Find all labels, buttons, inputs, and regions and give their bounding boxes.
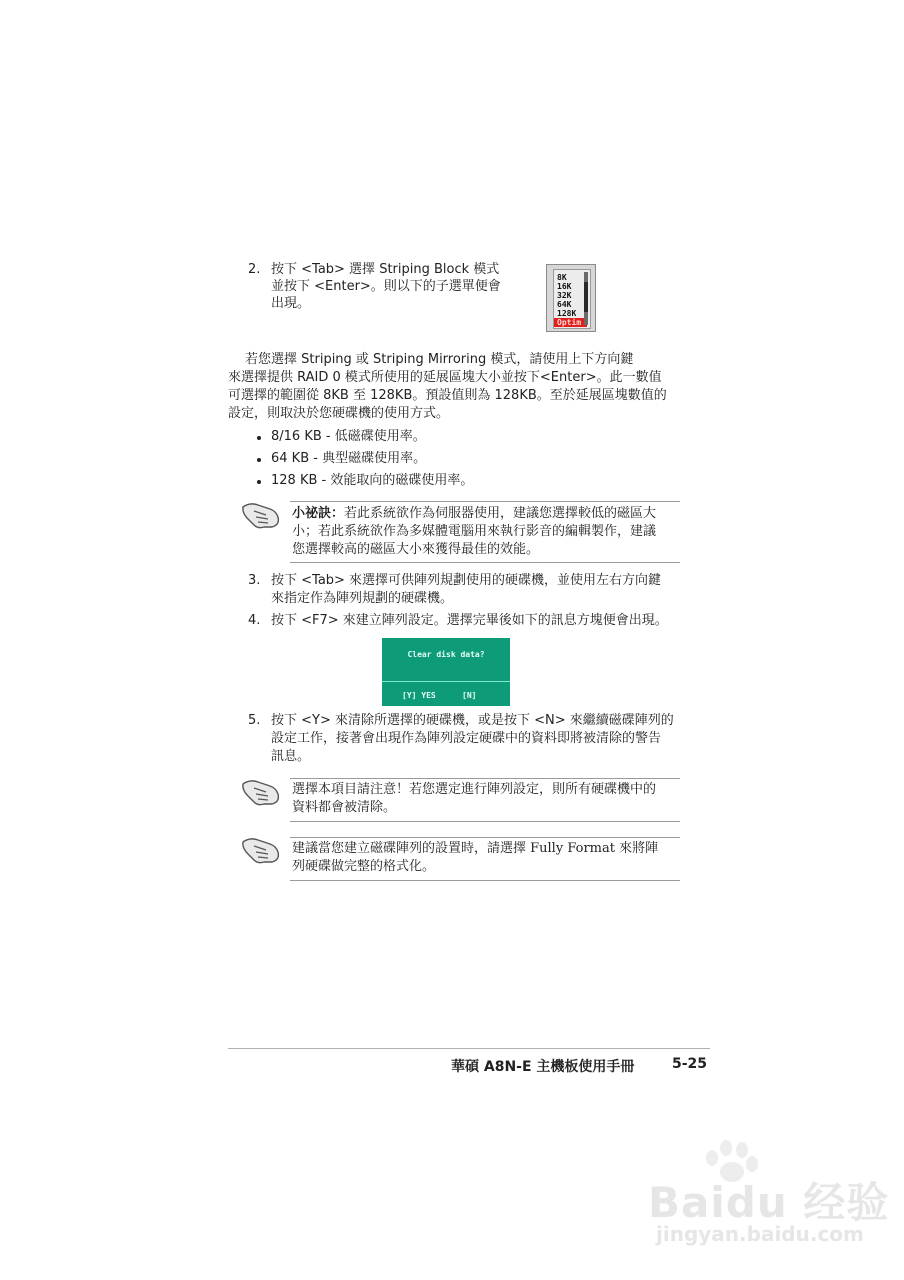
tip-line-1-text: 若此系統欲作為伺服器使用，建議您選擇較低的磁區大 bbox=[344, 506, 657, 521]
submenu-option-optimal-selected[interactable]: Optim bbox=[554, 318, 587, 327]
bullet-item-1: 8/16 KB - 低磁碟使用率。 bbox=[271, 429, 426, 444]
step-2-line-2: 並按下 <Enter>。則以下的子選單便會 bbox=[271, 279, 501, 294]
hand-pointing-icon bbox=[240, 834, 284, 868]
paragraph-line-1: 若您選擇 Striping 或 Striping Mirroring 模式，請使用上下方向鍵 bbox=[245, 352, 634, 367]
bullet-dot bbox=[257, 436, 261, 440]
step-5-line-1: 按下 <Y> 來清除所選擇的硬碟機，或是按下 <N> 來繼續磁碟陣列的 bbox=[271, 713, 674, 728]
submenu-scrollbar[interactable] bbox=[584, 272, 588, 325]
striping-block-submenu bbox=[546, 264, 596, 332]
note-1-bottom-rule bbox=[290, 821, 680, 822]
bullet-item-2: 64 KB - 典型磁碟使用率。 bbox=[271, 451, 427, 466]
hand-pointing-icon bbox=[240, 499, 284, 533]
footer-page-number: 5-25 bbox=[672, 1056, 708, 1072]
submenu-option-128k[interactable]: 128K bbox=[557, 309, 577, 318]
submenu-option-64k[interactable]: 64K bbox=[557, 300, 572, 309]
bullet-dot bbox=[257, 480, 261, 484]
bullet-item-3: 128 KB - 效能取向的磁碟使用率。 bbox=[271, 473, 474, 488]
dialog-question: Clear disk data? bbox=[407, 650, 485, 659]
tip-bottom-rule bbox=[290, 562, 680, 563]
bullet-dot bbox=[257, 458, 261, 462]
clear-disk-dialog bbox=[382, 638, 510, 706]
step-5-line-3: 訊息。 bbox=[271, 749, 311, 764]
paragraph-line-2: 來選擇提供 RAID 0 模式所使用的延展區塊大小並按下<Enter>。此一數值 bbox=[228, 370, 662, 385]
dialog-no-option[interactable]: [N] bbox=[462, 691, 477, 700]
footer-rule bbox=[228, 1048, 710, 1049]
step-2-line-1: 按下 <Tab> 選擇 Striping Block 模式 bbox=[271, 262, 500, 277]
dialog-separator bbox=[382, 681, 510, 682]
note-1-line-2: 資料都會被清除。 bbox=[292, 800, 397, 815]
watermark-logo: Baidu 经验 bbox=[648, 1178, 890, 1227]
paragraph-line-4: 設定，則取決於您硬碟機的使用方式。 bbox=[228, 406, 450, 421]
submenu-option-8k[interactable]: 8K bbox=[557, 273, 567, 282]
paragraph-line-3: 可選擇的範圍從 8KB 至 128KB。預設值則為 128KB。至於延展區塊數值的 bbox=[228, 388, 667, 403]
note-2-line-1: 建議當您建立磁碟陣列的設置時，請選擇 Fully Format 來將陣 bbox=[292, 841, 659, 856]
step-3-line-1: 按下 <Tab> 來選擇可供陣列規劃使用的硬碟機，並使用左右方向鍵 bbox=[271, 573, 662, 588]
footer-manual-title: 華碩 A8N-E 主機板使用手冊 bbox=[451, 1059, 635, 1075]
tip-line-2: 小；若此系統欲作為多媒體電腦用來執行影音的編輯製作，建議 bbox=[292, 524, 657, 539]
tip-label: 小祕訣： bbox=[292, 506, 345, 521]
submenu-option-32k[interactable]: 32K bbox=[557, 291, 572, 300]
step-5-number: 5. bbox=[248, 713, 261, 728]
step-3-number: 3. bbox=[248, 573, 261, 588]
step-5-line-2: 設定工作，接著會出現作為陣列設定硬碟中的資料即將被清除的警告 bbox=[271, 731, 662, 746]
step-4-line-1: 按下 <F7> 來建立陣列設定。選擇完畢後如下的訊息方塊便會出現。 bbox=[271, 613, 668, 628]
dialog-yes-option[interactable]: [Y] YES bbox=[402, 691, 436, 700]
tip-line-1 bbox=[292, 505, 656, 523]
hand-pointing-icon bbox=[240, 776, 284, 810]
note-2-line-2: 列硬碟做完整的格式化。 bbox=[292, 859, 436, 874]
tip-line-3: 您選擇較高的磁區大小來獲得最佳的效能。 bbox=[292, 542, 540, 557]
note-1-top-rule bbox=[290, 778, 680, 779]
note-2-top-rule bbox=[290, 837, 680, 838]
watermark-url: jingyan.baidu.com bbox=[656, 1222, 864, 1246]
note-1-line-1: 選擇本項目請注意！若您選定進行陣列設定，則所有硬碟機中的 bbox=[292, 782, 657, 797]
step-2-line-3: 出現。 bbox=[271, 296, 311, 311]
scrollbar-thumb[interactable] bbox=[584, 282, 588, 312]
step-2-number: 2. bbox=[248, 262, 261, 277]
submenu-list bbox=[553, 269, 591, 329]
submenu-option-16k[interactable]: 16K bbox=[557, 282, 572, 291]
step-3-line-2: 來指定作為陣列規劃的硬碟機。 bbox=[271, 591, 454, 606]
note-2-bottom-rule bbox=[290, 880, 680, 881]
step-4-number: 4. bbox=[248, 613, 261, 628]
tip-top-rule bbox=[290, 501, 680, 502]
